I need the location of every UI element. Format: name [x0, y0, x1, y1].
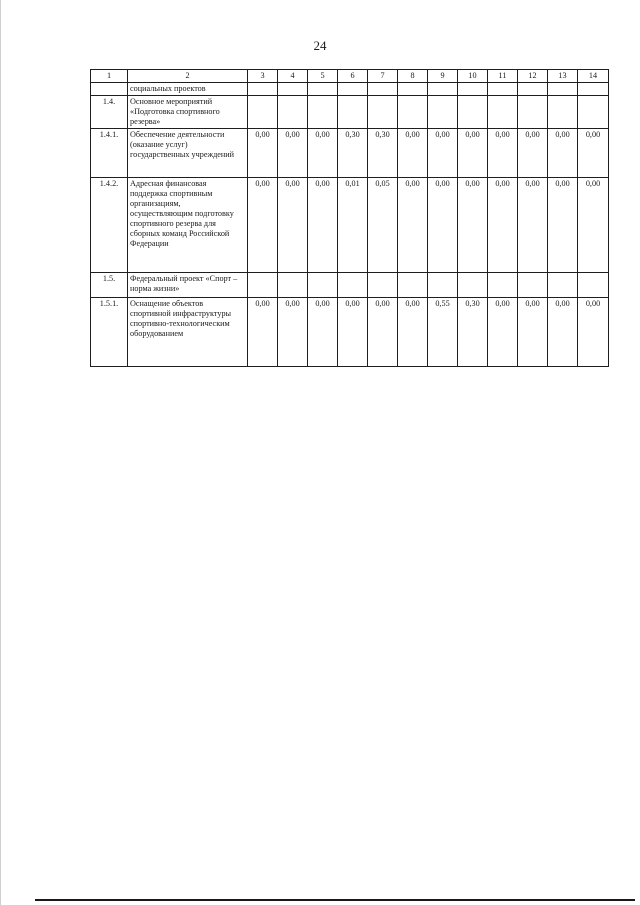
- row-value: [368, 273, 398, 298]
- row-value: 0,00: [308, 129, 338, 178]
- row-value: [308, 83, 338, 96]
- column-header: 9: [428, 70, 458, 83]
- row-value: [338, 83, 368, 96]
- row-value: 0,00: [368, 298, 398, 367]
- row-value: [578, 83, 609, 96]
- row-value: [488, 273, 518, 298]
- column-header: 10: [458, 70, 488, 83]
- row-value: [338, 273, 368, 298]
- row-value: 0,00: [518, 298, 548, 367]
- header-row: [91, 70, 609, 83]
- row-value: [248, 83, 278, 96]
- row-value: [368, 96, 398, 129]
- column-header: 3: [248, 70, 278, 83]
- row-value: 0,00: [338, 298, 368, 367]
- row-value: 0,00: [308, 178, 338, 273]
- row-value: 0,00: [398, 178, 428, 273]
- row-value: 0,00: [548, 178, 578, 273]
- row-value: 0,00: [428, 178, 458, 273]
- row-value: 0,00: [278, 298, 308, 367]
- row-value: [398, 83, 428, 96]
- row-value: 0,00: [488, 129, 518, 178]
- row-code: [91, 83, 128, 96]
- row-value: [368, 83, 398, 96]
- row-value: 0,00: [518, 129, 548, 178]
- row-value: [398, 273, 428, 298]
- row-value: 0,00: [458, 129, 488, 178]
- table-row: [91, 273, 609, 298]
- row-name: Федеральный проект «Спорт – норма жизни»: [128, 273, 248, 298]
- row-name: Оснащение объектов спортивной инфраструктуры спортивно-технологическим оборудованием: [128, 298, 248, 367]
- column-header: 6: [338, 70, 368, 83]
- row-code: 1.4.1.: [91, 129, 128, 178]
- column-header: 14: [578, 70, 609, 83]
- page-number: 24: [313, 38, 327, 53]
- row-value: 0,00: [428, 129, 458, 178]
- column-header: 8: [398, 70, 428, 83]
- table-row: [91, 298, 609, 367]
- row-name: социальных проектов: [128, 83, 248, 96]
- row-value: 0,55: [428, 298, 458, 367]
- table-row: [91, 96, 609, 129]
- row-value: [278, 96, 308, 129]
- row-value: [428, 83, 458, 96]
- row-value: [458, 96, 488, 129]
- page-bottom-rule: [35, 899, 635, 901]
- column-header: 13: [548, 70, 578, 83]
- column-header: 4: [278, 70, 308, 83]
- row-value: 0,00: [548, 298, 578, 367]
- row-value: 0,00: [398, 129, 428, 178]
- row-value: 0,00: [488, 298, 518, 367]
- row-value: 0,00: [248, 129, 278, 178]
- row-value: 0,00: [578, 129, 609, 178]
- row-value: 0,00: [518, 178, 548, 273]
- row-value: [278, 273, 308, 298]
- row-value: 0,00: [308, 298, 338, 367]
- row-value: [548, 83, 578, 96]
- row-value: [398, 96, 428, 129]
- row-value: 0,00: [248, 178, 278, 273]
- row-value: 0,30: [338, 129, 368, 178]
- row-code: 1.5.: [91, 273, 128, 298]
- row-value: 0,00: [548, 129, 578, 178]
- row-value: 0,00: [278, 129, 308, 178]
- column-header: 1: [91, 70, 128, 83]
- row-value: 0,30: [368, 129, 398, 178]
- row-value: 0,00: [578, 178, 609, 273]
- row-value: 0,00: [278, 178, 308, 273]
- row-value: [248, 96, 278, 129]
- row-value: [428, 96, 458, 129]
- row-value: 0,00: [248, 298, 278, 367]
- row-value: [518, 96, 548, 129]
- row-value: [488, 96, 518, 129]
- row-value: [248, 273, 278, 298]
- row-name: Обеспечение деятельности (оказание услуг) государственных учреждений: [128, 129, 248, 178]
- row-value: [548, 96, 578, 129]
- column-header: 11: [488, 70, 518, 83]
- row-value: [428, 273, 458, 298]
- table-row: [91, 83, 609, 96]
- row-value: [548, 273, 578, 298]
- row-value: 0,30: [458, 298, 488, 367]
- row-value: [308, 96, 338, 129]
- row-value: [338, 96, 368, 129]
- row-value: 0,00: [458, 178, 488, 273]
- row-value: [518, 83, 548, 96]
- scan-edge: [0, 0, 1, 905]
- column-header: 12: [518, 70, 548, 83]
- column-header: 2: [128, 70, 248, 83]
- row-value: 0,01: [338, 178, 368, 273]
- row-value: [278, 83, 308, 96]
- row-value: [458, 83, 488, 96]
- row-code: 1.4.2.: [91, 178, 128, 273]
- row-value: 0,05: [368, 178, 398, 273]
- table-row: [91, 129, 609, 178]
- row-value: [578, 273, 609, 298]
- row-value: [518, 273, 548, 298]
- row-value: [308, 273, 338, 298]
- row-value: [488, 83, 518, 96]
- row-value: 0,00: [488, 178, 518, 273]
- row-name: Основное мероприятий «Подготовка спортивного резерва»: [128, 96, 248, 129]
- row-code: 1.4.: [91, 96, 128, 129]
- row-value: 0,00: [398, 298, 428, 367]
- row-value: [578, 96, 609, 129]
- row-name: Адресная финансовая поддержка спортивным организациям, осуществляющим подготовку спортивного резерва для сборных команд Российской Федерации: [128, 178, 248, 273]
- row-value: [458, 273, 488, 298]
- column-header: 5: [308, 70, 338, 83]
- column-header: 7: [368, 70, 398, 83]
- table-row: [91, 178, 609, 273]
- row-value: 0,00: [578, 298, 609, 367]
- row-code: 1.5.1.: [91, 298, 128, 367]
- budget-table: [90, 69, 609, 367]
